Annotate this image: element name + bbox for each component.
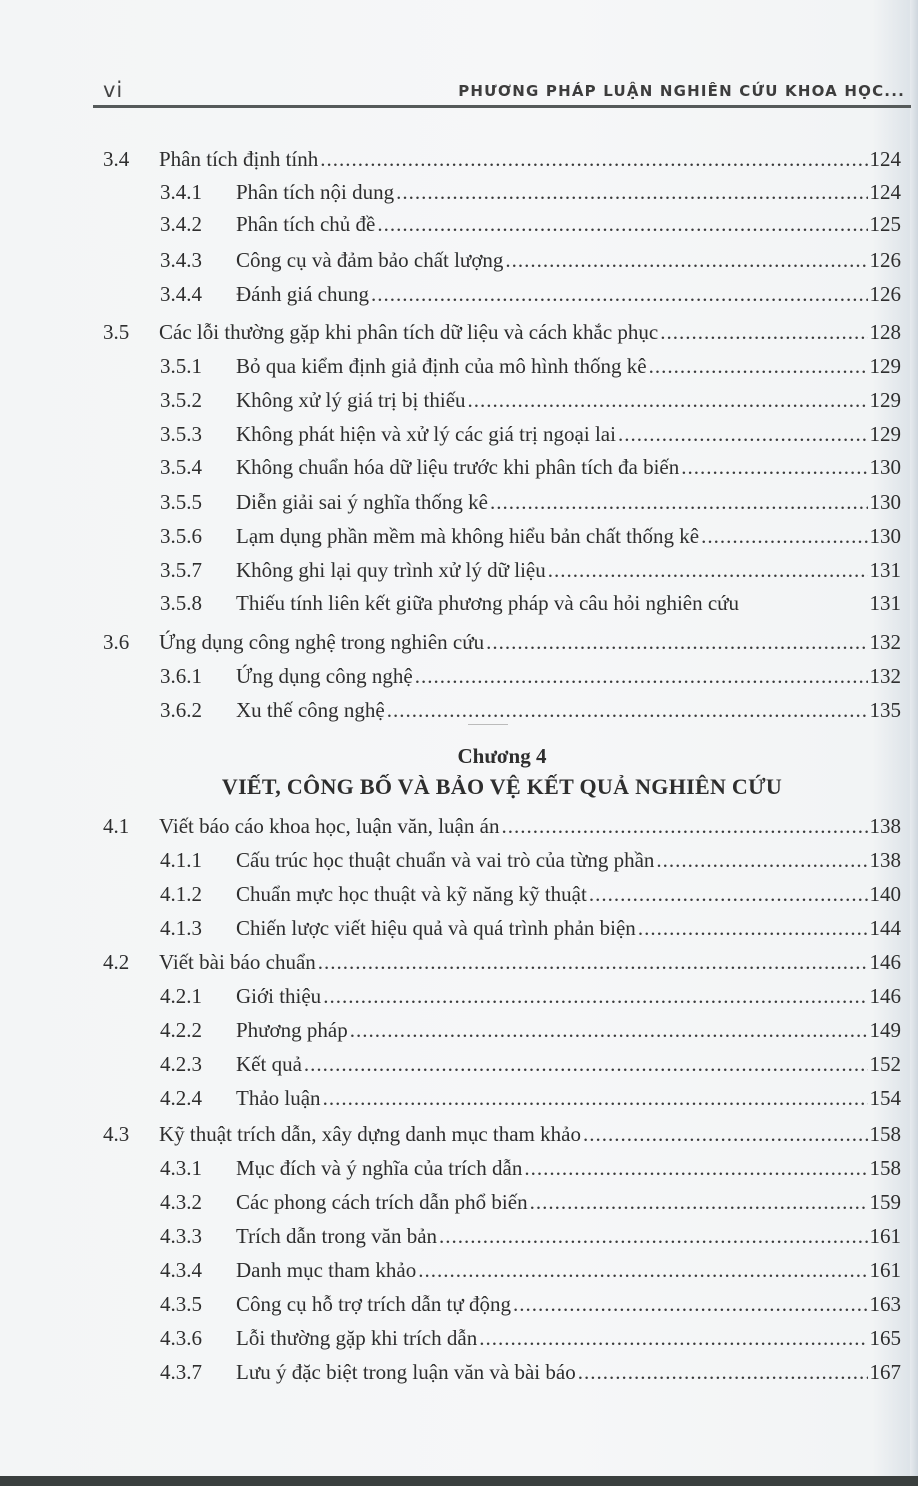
entry-title: Danh mục tham khảo (236, 1258, 417, 1282)
entry-title: Kỹ thuật trích dẫn, xây dựng danh mục tham khảo (159, 1122, 581, 1146)
entry-number: 4.1.1 (160, 848, 202, 872)
entry-title: Cấu trúc học thuật chuẩn và vai trò của từng phần (236, 848, 655, 872)
page-number: vi (103, 78, 124, 102)
toc-entry[interactable] (160, 1324, 901, 1352)
dot-leader (578, 1358, 868, 1386)
entry-title: Không xử lý giá trị bị thiếu (236, 388, 466, 412)
entry-number: 4.3 (103, 1122, 130, 1146)
entry-page: 140 (869, 882, 901, 906)
entry-title: Không ghi lại quy trình xử lý dữ liệu (236, 558, 546, 582)
toc-entry[interactable] (160, 1222, 901, 1250)
dot-leader (701, 522, 867, 550)
chapter-rule (468, 724, 508, 725)
entry-number: 4.3.7 (160, 1360, 202, 1384)
toc-entry[interactable] (103, 812, 901, 840)
dot-leader (618, 420, 868, 448)
toc-entry[interactable] (160, 556, 901, 584)
dot-leader (649, 352, 868, 380)
toc-entry[interactable] (160, 846, 901, 874)
dot-leader (350, 1016, 868, 1044)
entry-title: Trích dẫn trong văn bản (236, 1224, 438, 1248)
entry-title: Phân tích định tính (159, 147, 319, 171)
entry-title: Không chuẩn hóa dữ liệu trước khi phân tích đa biến (236, 455, 680, 479)
entry-page: 144 (869, 916, 901, 940)
entry-title: Lưu ý đặc biệt trong luận văn và bài báo (236, 1360, 576, 1384)
toc-entry[interactable] (160, 1358, 901, 1386)
entry-page: 135 (869, 698, 901, 722)
dot-leader (387, 696, 868, 724)
entry-page: 158 (869, 1156, 901, 1180)
entry-number: 3.4.3 (160, 248, 202, 272)
dot-leader (501, 812, 867, 840)
entry-number: 3.5.4 (160, 455, 202, 479)
entry-page: 149 (869, 1018, 901, 1042)
entry-number: 3.6 (103, 630, 130, 654)
toc-entry[interactable] (160, 420, 901, 448)
entry-number: 4.2.2 (160, 1018, 202, 1042)
entry-page: 124 (869, 180, 901, 204)
entry-page: 161 (869, 1224, 901, 1248)
entry-page: 130 (869, 455, 901, 479)
chapter-title: VIẾT, CÔNG BỐ VÀ BẢO VỆ KẾT QUẢ NGHIÊN CỨU (221, 774, 783, 799)
entry-title: Đánh giá chung (236, 282, 369, 306)
entry-page: 129 (869, 354, 901, 378)
entry-page: 124 (869, 147, 901, 171)
toc-entry[interactable] (103, 1120, 901, 1148)
entry-number: 3.5.5 (160, 490, 202, 514)
toc-entry[interactable] (160, 280, 901, 308)
dot-leader (513, 1290, 867, 1318)
dot-leader (490, 488, 868, 516)
entry-number: 3.5.7 (160, 558, 202, 582)
entry-page: 131 (869, 558, 901, 582)
page-header (93, 78, 911, 108)
entry-title: Phân tích chủ đề (236, 212, 376, 236)
toc-entry[interactable] (160, 696, 901, 724)
entry-page: 132 (869, 664, 901, 688)
entry-title: Bỏ qua kiểm định giả định của mô hình thống kê (236, 354, 647, 378)
scan-bottom-edge (0, 1476, 918, 1486)
dot-leader (505, 246, 867, 274)
dot-leader (660, 318, 867, 346)
dot-leader (304, 1050, 868, 1078)
entry-number: 4.1 (103, 814, 130, 838)
entry-page: 161 (869, 1258, 901, 1282)
dot-leader (439, 1222, 867, 1250)
dot-leader (396, 178, 867, 206)
dot-leader (589, 880, 868, 908)
toc-entry[interactable] (103, 948, 901, 976)
entry-page: 158 (869, 1122, 901, 1146)
entry-title: Chiến lược viết hiệu quả và quá trình phản biện (236, 916, 636, 940)
entry-page: 131 (869, 591, 901, 615)
entry-title: Các phong cách trích dẫn phổ biến (236, 1190, 528, 1214)
entry-page: 146 (869, 950, 901, 974)
toc-entry[interactable] (160, 589, 901, 617)
entry-title: Công cụ và đảm bảo chất lượng (236, 248, 504, 272)
entry-title: Xu thế công nghệ (236, 698, 385, 722)
entry-page: 152 (869, 1052, 901, 1076)
entry-title: Chuẩn mực học thuật và kỹ năng kỹ thuật (236, 882, 587, 906)
entry-page: 126 (869, 248, 901, 272)
toc-entry[interactable] (160, 1188, 901, 1216)
toc-entry[interactable] (160, 386, 901, 414)
dot-leader (318, 948, 868, 976)
dot-leader (371, 280, 868, 308)
entry-title: Công cụ hỗ trợ trích dẫn tự động (236, 1292, 512, 1316)
entry-title: Các lỗi thường gặp khi phân tích dữ liệu và cách khắc phục (159, 320, 659, 344)
toc-entry[interactable] (160, 1154, 901, 1182)
entry-number: 4.3.2 (160, 1190, 202, 1214)
entry-page: 125 (869, 212, 901, 236)
entry-page: 128 (869, 320, 901, 344)
entry-number: 4.3.6 (160, 1326, 202, 1350)
entry-number: 4.1.3 (160, 916, 202, 940)
entry-number: 3.4.1 (160, 180, 202, 204)
chapter-label: Chương 4 (457, 744, 547, 768)
entry-number: 4.2 (103, 950, 130, 974)
dot-leader (486, 628, 867, 656)
entry-number: 3.6.1 (160, 664, 202, 688)
toc-entry[interactable] (160, 453, 901, 481)
dot-leader (656, 846, 867, 874)
entry-number: 4.3.3 (160, 1224, 202, 1248)
dot-leader (320, 145, 867, 173)
entry-page: 130 (869, 490, 901, 514)
dot-leader (377, 210, 867, 238)
entry-page: 159 (869, 1190, 901, 1214)
header-rule (93, 105, 911, 108)
entry-number: 3.5 (103, 320, 130, 344)
entry-title: Diễn giải sai ý nghĩa thống kê (236, 490, 488, 514)
entry-number: 3.4 (103, 147, 130, 171)
entry-page: 138 (869, 814, 901, 838)
dot-leader (418, 1256, 867, 1284)
entry-number: 3.6.2 (160, 698, 202, 722)
entry-number: 4.3.5 (160, 1292, 202, 1316)
toc-entry[interactable] (160, 210, 901, 238)
entry-number: 3.5.6 (160, 524, 202, 548)
entry-number: 3.5.3 (160, 422, 202, 446)
entry-title: Phân tích nội dung (236, 180, 395, 204)
dot-leader (323, 982, 867, 1010)
dot-leader (530, 1188, 868, 1216)
entry-page: 129 (869, 422, 901, 446)
entry-page: 163 (869, 1292, 901, 1316)
entry-title: Kết quả (236, 1052, 302, 1076)
entry-title: Viết bài báo chuẩn (159, 950, 316, 974)
dot-leader (583, 1120, 868, 1148)
entry-page: 130 (869, 524, 901, 548)
entry-page: 146 (869, 984, 901, 1008)
entry-number: 3.4.2 (160, 212, 202, 236)
dot-leader (415, 662, 868, 690)
entry-page: 165 (869, 1326, 901, 1350)
entry-number: 4.3.4 (160, 1258, 202, 1282)
toc-entry[interactable] (160, 1016, 901, 1044)
entry-title: Lạm dụng phần mềm mà không hiểu bản chất thống kê (236, 524, 700, 548)
toc-entry[interactable] (160, 522, 901, 550)
toc-entry[interactable] (160, 178, 901, 206)
entry-number: 3.5.1 (160, 354, 202, 378)
entry-title: Lỗi thường gặp khi trích dẫn (236, 1326, 478, 1350)
dot-leader (479, 1324, 867, 1352)
toc-entry[interactable] (160, 352, 901, 380)
entry-number: 4.2.4 (160, 1086, 202, 1110)
toc-entry[interactable] (103, 318, 901, 346)
entry-title: Giới thiệu (236, 984, 322, 1008)
toc-entry[interactable] (160, 246, 901, 274)
entry-number: 3.5.2 (160, 388, 202, 412)
entry-title: Phương pháp (236, 1018, 348, 1042)
toc-entry[interactable] (160, 488, 901, 516)
dot-leader (323, 1084, 868, 1112)
entry-page: 129 (869, 388, 901, 412)
entry-title: Mục đích và ý nghĩa của trích dẫn (236, 1156, 523, 1180)
running-title: PHƯƠNG PHÁP LUẬN NGHIÊN CỨU KHOA HỌC... (458, 82, 905, 100)
entry-title: Ứng dụng công nghệ (236, 664, 413, 688)
toc-entry[interactable] (160, 662, 901, 690)
toc-entry[interactable] (160, 1256, 901, 1284)
dot-leader (681, 453, 867, 481)
toc-entry[interactable] (160, 1290, 901, 1318)
dot-leader (638, 914, 868, 942)
toc-entry[interactable] (103, 628, 901, 656)
entry-number: 4.3.1 (160, 1156, 202, 1180)
page-edge-shadow (910, 0, 918, 1476)
entry-page: 132 (869, 630, 901, 654)
entry-page: 167 (869, 1360, 901, 1384)
entry-page: 126 (869, 282, 901, 306)
dot-leader (524, 1154, 867, 1182)
entry-page: 138 (869, 848, 901, 872)
entry-number: 4.2.1 (160, 984, 202, 1008)
entry-page: 154 (869, 1086, 901, 1110)
entry-title: Không phát hiện và xử lý các giá trị ngoại lai (236, 422, 616, 446)
entry-number: 3.5.8 (160, 591, 202, 615)
entry-number: 4.2.3 (160, 1052, 202, 1076)
entry-title: Thiếu tính liên kết giữa phương pháp và câu hỏi nghiên cứu (236, 591, 740, 615)
dot-leader (468, 386, 868, 414)
toc-entry[interactable] (160, 914, 901, 942)
entry-number: 4.1.2 (160, 882, 202, 906)
toc-entry[interactable] (160, 1050, 901, 1078)
entry-title: Ứng dụng công nghệ trong nghiên cứu (159, 630, 485, 654)
dot-leader (548, 556, 868, 584)
toc-entry[interactable] (160, 982, 901, 1010)
entry-title: Thảo luận (236, 1086, 321, 1110)
toc-entry[interactable] (160, 880, 901, 908)
entry-title: Viết báo cáo khoa học, luận văn, luận án (159, 814, 500, 838)
toc-entry[interactable] (103, 145, 901, 173)
toc-entry[interactable] (160, 1084, 901, 1112)
entry-number: 3.4.4 (160, 282, 202, 306)
